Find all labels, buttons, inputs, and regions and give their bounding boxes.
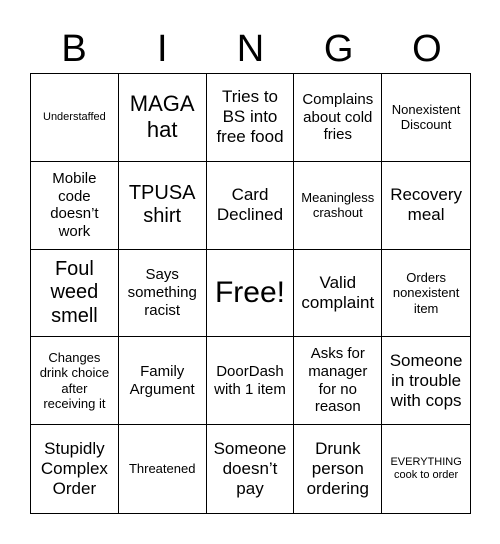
header-letter-n: N [236, 28, 265, 70]
cell-label: Tries to BS into free food [216, 87, 284, 147]
cell-label: TPUSA shirt [128, 181, 196, 228]
cell-label: Recovery meal [390, 185, 462, 225]
header-letter-b: B [61, 28, 87, 70]
bingo-cell-1-5[interactable] [382, 74, 470, 162]
bingo-cell-1-3[interactable] [207, 74, 295, 162]
cell-label: Changes drink choice after receiving it [39, 350, 110, 412]
cell-label: Card Declined [216, 185, 284, 225]
bingo-cell-1-4[interactable] [294, 74, 382, 162]
header-letter-i: I [157, 28, 168, 70]
bingo-cell-4-3[interactable] [207, 337, 295, 425]
bingo-cell-4-1[interactable] [31, 337, 119, 425]
cell-label: Someone doesn’t pay [213, 439, 287, 499]
cell-label: Meaningless crashout [301, 189, 375, 221]
bingo-cell-5-5[interactable] [382, 425, 470, 513]
bingo-cell-4-5[interactable] [382, 337, 470, 425]
bingo-grid [30, 73, 471, 514]
bingo-cell-1-1[interactable] [31, 74, 119, 162]
cell-label: Someone in trouble with cops [389, 350, 463, 410]
cell-label: Complains about cold fries [302, 90, 374, 144]
header-letter-g: G [323, 28, 354, 70]
bingo-cell-3-5[interactable] [382, 250, 470, 338]
cell-label: Mobile code doesn’t work [50, 169, 99, 240]
bingo-cell-5-3[interactable] [207, 425, 295, 513]
cell-label: DoorDash with 1 item [214, 363, 286, 398]
cell-label: Nonexistent Discount [391, 102, 461, 133]
cell-label: Free! [214, 276, 285, 310]
cell-label: EVERYTHING cook to order [390, 456, 462, 482]
cell-label: Orders nonexistent item [392, 270, 460, 316]
bingo-header [30, 26, 471, 72]
bingo-cell-5-2[interactable] [119, 425, 207, 513]
bingo-cell-2-5[interactable] [382, 162, 470, 250]
bingo-cell-3-2[interactable] [119, 250, 207, 338]
cell-label: MAGA hat [129, 91, 195, 143]
cell-label: Drunk person ordering [306, 439, 369, 499]
cell-label: Valid complaint [301, 272, 375, 312]
cell-label: Stupidly Complex Order [40, 439, 108, 499]
bingo-cell-4-4[interactable] [294, 337, 382, 425]
bingo-cell-3-4[interactable] [294, 250, 382, 338]
bingo-cell-5-4[interactable] [294, 425, 382, 513]
cell-label: Asks for manager for no reason [308, 345, 368, 416]
bingo-cell-3-1[interactable] [31, 250, 119, 338]
bingo-cell-1-2[interactable] [119, 74, 207, 162]
bingo-cell-2-3[interactable] [207, 162, 295, 250]
bingo-cell-2-1[interactable] [31, 162, 119, 250]
header-letter-o: O [412, 28, 442, 70]
cell-label: Understaffed [43, 110, 106, 123]
cell-label: Says something racist [127, 266, 197, 319]
bingo-cell-5-1[interactable] [31, 425, 119, 513]
cell-label: Family Argument [129, 363, 195, 398]
bingo-cell-2-4[interactable] [294, 162, 382, 250]
bingo-cell-2-2[interactable] [119, 162, 207, 250]
bingo-cell-4-2[interactable] [119, 337, 207, 425]
cell-label: Foul weed smell [50, 257, 99, 327]
bingo-cell-3-3[interactable] [207, 250, 295, 338]
cell-label: Threatened [128, 461, 196, 477]
